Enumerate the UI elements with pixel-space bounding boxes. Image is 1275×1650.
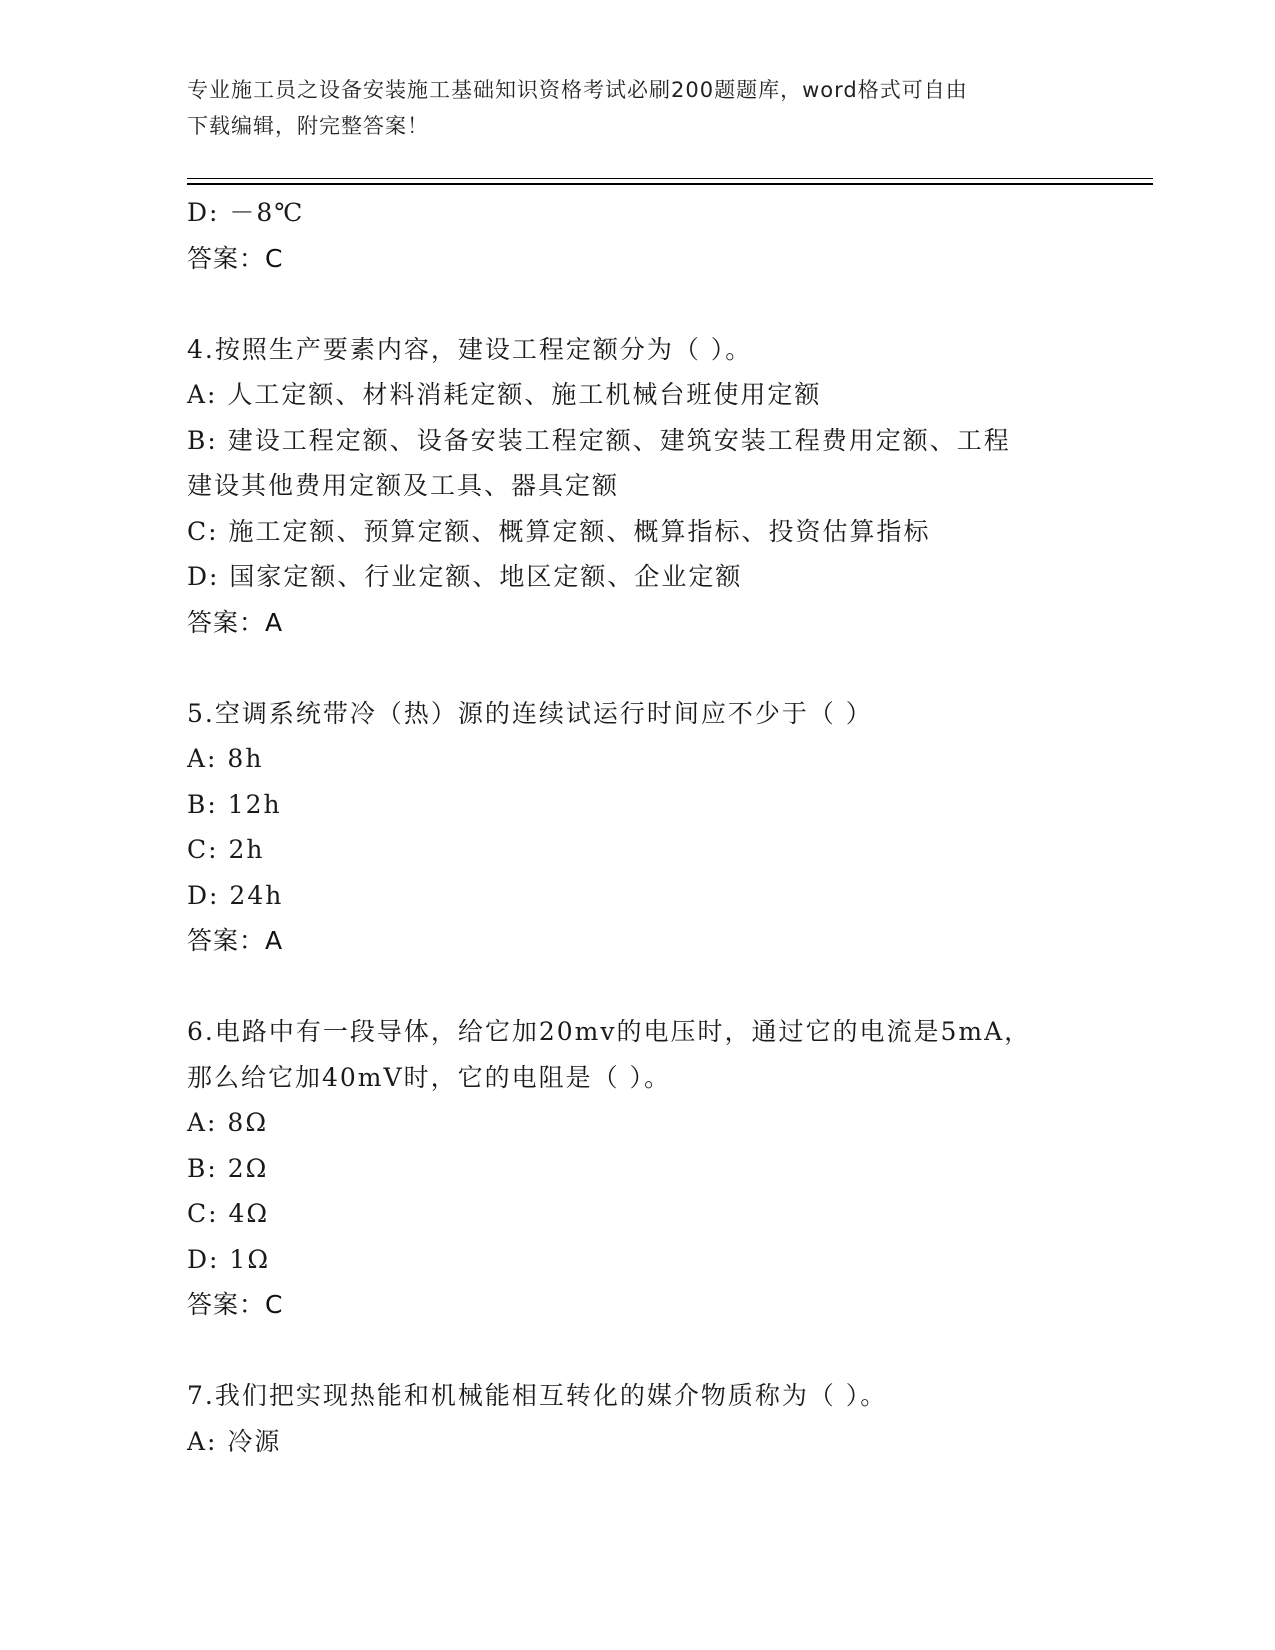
q6-option-a: A: 8Ω xyxy=(187,1108,269,1137)
q5-question: 5.空调系统带冷（热）源的连续试运行时间应不少于（ ） xyxy=(187,698,873,728)
q3-answer: 答案：C xyxy=(187,243,284,273)
header-rule-thick xyxy=(187,183,1153,185)
document-header xyxy=(187,72,1087,144)
q3-option-d: D: －8℃ xyxy=(187,198,305,227)
q5-answer: 答案：A xyxy=(187,926,284,955)
question-3-tail xyxy=(187,190,1087,281)
q6-question-line2: 那么给它加40mV时，它的电阻是（ ）。 xyxy=(187,1062,672,1092)
q5-option-d: D: 24h xyxy=(187,880,284,910)
spacer xyxy=(187,1328,1087,1374)
question-7 xyxy=(187,1373,1087,1464)
q4-option-a: A: 人工定额、材料消耗定额、施工机械台班使用定额 xyxy=(187,380,822,409)
question-6 xyxy=(187,1009,1087,1328)
header-rule-thin xyxy=(187,178,1153,179)
q4-question: 4.按照生产要素内容，建设工程定额分为（ ）。 xyxy=(187,334,753,364)
q6-question-line1: 6.电路中有一段导体，给它加20mv的电压时，通过它的电流是5mA， xyxy=(187,1017,1032,1046)
header-title-line1: 专业施工员之设备安装施工基础知识资格考试必刷200题题库，word格式可自由 xyxy=(187,78,968,102)
q5-option-c: C: 2h xyxy=(187,835,265,864)
q4-option-b-line1: B: 建设工程定额、设备安装工程定额、建筑安装工程费用定额、工程 xyxy=(187,425,1011,455)
q6-option-d: D: 1Ω xyxy=(187,1244,271,1274)
q5-option-a: A: 8h xyxy=(187,744,264,773)
q6-option-c: C: 4Ω xyxy=(187,1199,270,1228)
q6-answer: 答案：C xyxy=(187,1290,284,1319)
q4-option-b-line2: 建设其他费用定额及工具、器具定额 xyxy=(187,471,620,500)
q4-option-c: C: 施工定额、预算定额、概算定额、概算指标、投资估算指标 xyxy=(187,516,931,546)
spacer xyxy=(187,281,1087,327)
question-5 xyxy=(187,691,1087,964)
q7-question: 7.我们把实现热能和机械能相互转化的媒介物质称为（ ）。 xyxy=(187,1381,888,1410)
spacer xyxy=(187,964,1087,1010)
question-4 xyxy=(187,327,1087,646)
q7-option-a: A: 冷源 xyxy=(187,1426,282,1456)
q5-option-b: B: 12h xyxy=(187,789,282,819)
q4-answer: 答案：A xyxy=(187,607,284,637)
document-body xyxy=(187,190,1087,1464)
q4-option-d: D: 国家定额、行业定额、地区定额、企业定额 xyxy=(187,562,743,591)
spacer xyxy=(187,645,1087,691)
q6-option-b: B: 2Ω xyxy=(187,1153,269,1183)
header-title-line2: 下载编辑，附完整答案！ xyxy=(187,114,429,138)
